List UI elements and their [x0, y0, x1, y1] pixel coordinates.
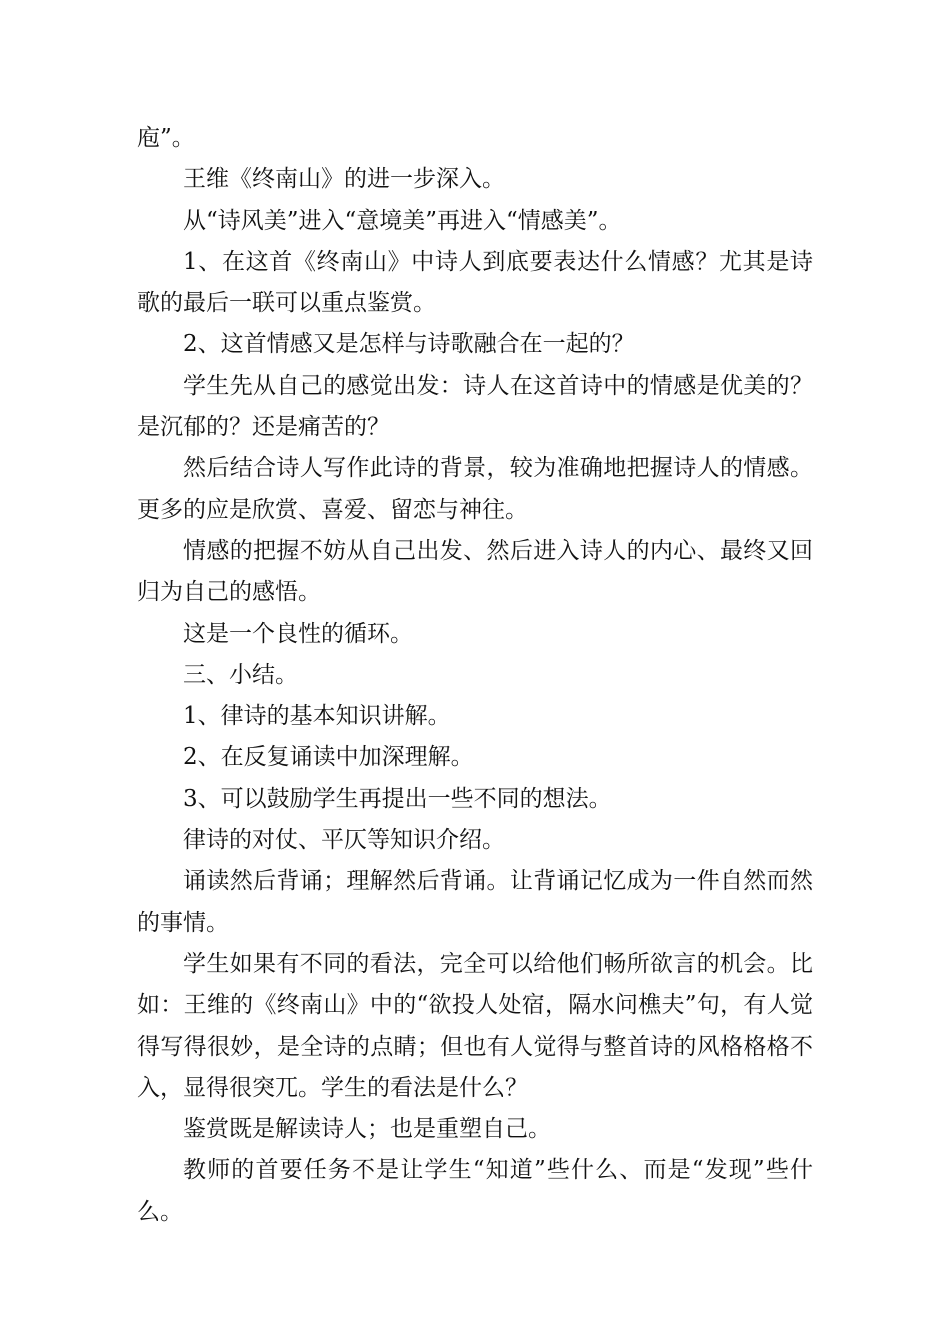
paragraph: 教师的首要任务不是让学生“知道”些什么、而是“发现”些什么。 — [137, 1157, 813, 1225]
section-heading-summary: 三、小结。 — [183, 661, 298, 688]
paragraph: 律诗的对仗、平仄等知识介绍。 — [183, 827, 505, 854]
paragraph: 学生如果有不同的看法，完全可以给他们畅所欲言的机会。比如：王维的《终南山》中的“欲投人处宿，隔水问樵夫”句，有人觉得写得很妙，是全诗的点睛；但也有人觉得与整首诗的风格格格不入，显得很突兀。学生的看法是什么？ — [137, 950, 813, 1101]
paragraph: 鉴赏既是解读诗人；也是重塑自己。 — [183, 1116, 551, 1143]
paragraph-heading-wangwei: 王维《终南山》的进一步深入。 — [183, 166, 505, 193]
paragraph-question-1: 1、在这首《终南山》中诗人到底要表达什么情感？尤其是诗歌的最后一联可以重点鉴赏。 — [137, 248, 813, 317]
paragraph-question-2: 2、这首情感又是怎样与诗歌融合在一起的？ — [183, 331, 635, 358]
paragraph: 情感的把握不妨从自己出发、然后进入诗人的内心、最终又回归为自己的感悟。 — [137, 537, 813, 606]
paragraph-continuation: 庖”。 — [137, 125, 195, 151]
summary-item-2: 2、在反复诵读中加深理解。 — [183, 744, 474, 771]
paragraph: 这是一个良性的循环。 — [183, 620, 413, 647]
paragraph: 从“诗风美”进入“意境美”再进入“情感美”。 — [183, 207, 622, 234]
summary-item-1: 1、律诗的基本知识讲解。 — [183, 703, 451, 730]
paragraph: 诵读然后背诵；理解然后背诵。让背诵记忆成为一件自然而然的事情。 — [137, 868, 813, 936]
summary-item-3: 3、可以鼓励学生再提出一些不同的想法。 — [183, 785, 612, 812]
document-page — [137, 118, 813, 1233]
paragraph: 然后结合诗人写作此诗的背景，较为准确地把握诗人的情感。更多的应是欣赏、喜爱、留恋与神往。 — [137, 455, 813, 523]
paragraph: 学生先从自己的感觉出发：诗人在这首诗中的情感是优美的？是沉郁的？还是痛苦的？ — [137, 372, 813, 441]
